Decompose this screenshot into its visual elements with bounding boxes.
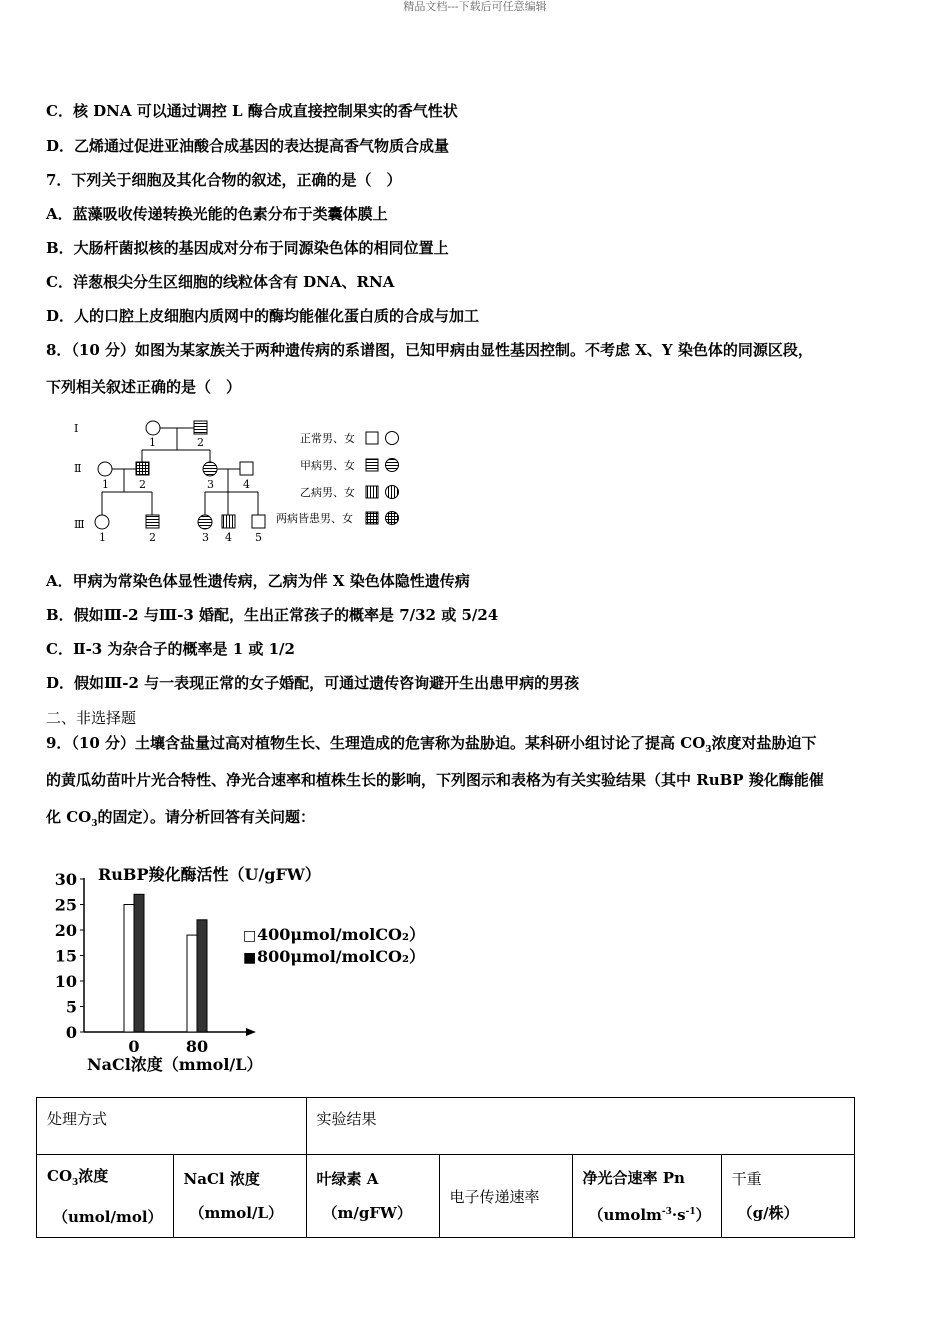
page-header: 精品文档---下载后可任意编辑 <box>403 0 547 13</box>
y-tick-label: 20 <box>54 921 77 940</box>
results-table <box>36 1097 855 1238</box>
header-processing: 处理方式 <box>37 1098 307 1155</box>
option-b-q8: B．假如Ⅲ-2 与Ⅲ-3 婚配，生出正常孩子的概率是 7/32 或 5/24 <box>46 606 499 624</box>
gen2-male-2 <box>136 462 149 475</box>
option-b-q7: B．大肠杆菌拟核的基因成对分布于同源染色体的相同位置上 <box>46 239 449 257</box>
gen3-num-1: 1 <box>99 531 106 544</box>
col-dry-weight: 干重 （g/株） <box>721 1155 854 1238</box>
gen3-num-3: 3 <box>202 531 209 544</box>
legend-normal: 正常男、女 <box>300 432 355 445</box>
legend-mark-800: ■ <box>243 950 257 966</box>
bar-800-80 <box>197 920 207 1032</box>
gen2-female-1 <box>98 462 112 476</box>
y-tick-label: 0 <box>65 1023 77 1042</box>
gen3-male-4 <box>222 515 235 528</box>
legend-400: 400μmol/molCO₂） <box>257 925 425 944</box>
gen-label-1: Ⅰ <box>74 422 79 435</box>
gen3-male-5 <box>252 515 265 528</box>
option-a-q7: A．蓝藻吸收传递转换光能的色素分布于类囊体膜上 <box>46 205 388 223</box>
header-results: 实验结果 <box>306 1098 854 1155</box>
gen3-num-4: 4 <box>225 531 232 544</box>
chart-title: RuBP羧化酶活性（U/gFW） <box>98 865 321 884</box>
gen2-num-1: 1 <box>102 478 109 491</box>
legend-both: 两病皆患男、女 <box>276 512 353 525</box>
gen1-num-1: 1 <box>149 436 156 449</box>
gen2-male-4 <box>240 462 253 475</box>
y-tick-label: 25 <box>54 895 77 915</box>
gen2-num-2: 2 <box>139 478 146 491</box>
option-c-q6: C．核 DNA 可以通过调控 L 酶合成直接控制果实的香气性状 <box>46 102 458 120</box>
col-electron: 电子传递速率 <box>439 1155 572 1238</box>
gen-label-3: Ⅲ <box>74 518 85 531</box>
option-d-q7: D．人的口腔上皮细胞内质网中的酶均能催化蛋白质的合成与加工 <box>46 307 480 325</box>
y-tick-label: 10 <box>54 972 77 991</box>
subscript-3b: 3 <box>91 819 98 829</box>
gen3-num-5: 5 <box>255 531 262 544</box>
option-c-q8: C．Ⅱ-3 为杂合子的概率是 1 或 1/2 <box>46 640 295 658</box>
gen1-female-1 <box>146 421 160 435</box>
question-8-cont: 下列相关叙述正确的是（ ） <box>46 378 242 396</box>
y-tick-label: 5 <box>65 997 77 1017</box>
legend-disease-a: 甲病男、女 <box>300 459 355 472</box>
col-co2: $CO_3$浓度 （umol/mol） <box>37 1155 174 1238</box>
gen3-num-2: 2 <box>149 531 156 544</box>
gen1-num-2: 2 <box>197 436 204 449</box>
subscript-3: 3 <box>705 745 712 755</box>
option-d-q6: D．乙烯通过促进亚油酸合成基因的表达提高香气物质合成量 <box>46 137 450 155</box>
chart-xlabel: NaCl浓度（mmol/L） <box>87 1055 263 1074</box>
question-9-text-d: 的固定）。请分析回答有关问题： <box>97 808 316 826</box>
x-tick-label: 80 <box>185 1037 209 1056</box>
gen3-male-2 <box>146 515 159 528</box>
option-a-q8: A．甲病为常染色体显性遗传病，乙病为伴 X 染色体隐性遗传病 <box>46 572 470 590</box>
legend-disease-b: 乙病男、女 <box>300 486 355 499</box>
gen1-male-2 <box>194 421 207 434</box>
x-tick-label: 0 <box>128 1037 140 1056</box>
section-title: 二、非选择题 <box>46 709 137 727</box>
legend-800: 800μmol/molCO₂） <box>257 947 425 966</box>
gen-label-2: Ⅱ <box>74 462 82 475</box>
question-9-text-c: 化 CO <box>46 808 92 826</box>
option-c-q7: C．洋葱根尖分生区细胞的线粒体含有 DNA、RNA <box>46 273 395 291</box>
question-9 <box>46 733 817 760</box>
gen2-num-4: 4 <box>243 478 250 491</box>
question-9-line-3 <box>46 807 315 834</box>
bar-800-0 <box>134 894 144 1032</box>
question-7: 7．下列关于细胞及其化合物的叙述，正确的是（ ） <box>46 171 402 189</box>
gen2-num-3: 3 <box>207 478 214 491</box>
bar-400-80 <box>187 935 197 1032</box>
col-chlorophyll: 叶绿素 A （m/gFW） <box>306 1155 439 1238</box>
gen3-female-1 <box>95 515 109 529</box>
col-pn: 净光合速率 Pn $(umolm^{-3}\cdot s^{-1})$ <box>572 1155 721 1238</box>
y-tick-label: 30 <box>54 870 77 889</box>
option-d-q8: D．假如Ⅲ-2 与一表现正常的女子婚配，可通过遗传咨询避开生出患甲病的男孩 <box>46 674 580 692</box>
gen2-female-3 <box>203 462 217 476</box>
col-nacl: NaCl 浓度 （mmol/L） <box>173 1155 306 1238</box>
legend-mark-400: □ <box>243 928 257 944</box>
rubp-bar-chart <box>50 858 470 1083</box>
x-axis-arrow <box>246 1028 256 1036</box>
bar-400-0 <box>124 905 134 1033</box>
y-tick-label: 15 <box>54 946 77 966</box>
question-8: 8．（10 分）如图为某家族关于两种遗传病的系谱图，已知甲病由显性基因控制。不考虑 X、Y 染色体的同源区段， <box>46 341 813 359</box>
gen3-female-3 <box>198 515 212 529</box>
question-9-text-a: 9．（10 分）土壤含盐量过高对植物生长、生理造成的危害称为盐胁迫。某科研小组讨论了提高 CO <box>46 734 706 752</box>
pedigree-chart <box>60 410 420 550</box>
question-9-line-2: 的黄瓜幼苗叶片光合特性、净光合速率和植株生长的影响，下列图示和表格为有关实验结果（其中 RuBP 羧化酶能催 <box>46 771 824 789</box>
question-9-text-b: 浓度对盐胁迫下 <box>711 734 817 752</box>
